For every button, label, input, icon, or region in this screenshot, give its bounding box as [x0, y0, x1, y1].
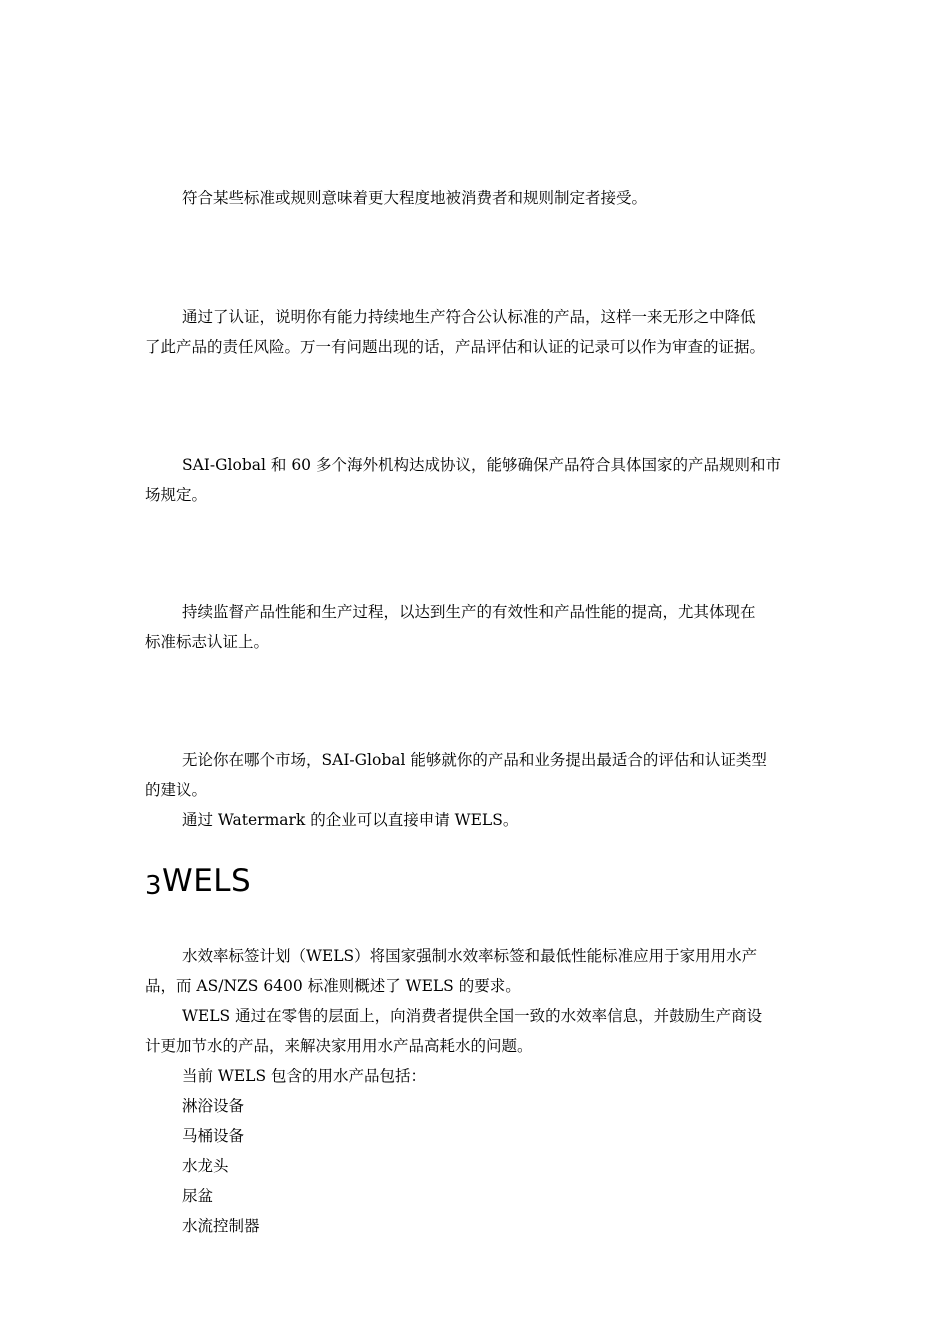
- list-item: 淋浴设备: [182, 1097, 245, 1115]
- paragraph-market-advice: [145, 745, 807, 835]
- paragraph-wels: [145, 941, 807, 1241]
- paragraph-acceptance: [145, 183, 807, 213]
- text-line: 的建议。: [145, 781, 208, 799]
- section-number: 3: [145, 871, 163, 901]
- paragraph-certification-risk: [145, 302, 807, 362]
- list-item: 尿盆: [182, 1187, 214, 1205]
- text-line: 无论你在哪个市场，SAI-Global 能够就你的产品和业务提出最适合的评估和认证类型: [182, 751, 767, 769]
- text-line: 通过了认证，说明你有能力持续地生产符合公认标准的产品，这样一来无形之中降低: [182, 308, 756, 326]
- text-line: 水效率标签计划（WELS）将国家强制水效率标签和最低性能标准应用于家用用水产: [182, 947, 758, 965]
- text-line: 持续监督产品性能和生产过程，以达到生产的有效性和产品性能的提高，尤其体现在: [182, 603, 756, 621]
- text-line: 计更加节水的产品，来解决家用用水产品高耗水的问题。: [145, 1037, 533, 1055]
- text-line: WELS 通过在零售的层面上，向消费者提供全国一致的水效率信息，并鼓励生产商设: [182, 1007, 763, 1025]
- paragraph-sai-global-agreements: [145, 450, 807, 510]
- text-line: 符合某些标准或规则意味着更大程度地被消费者和规则制定者接受。: [182, 189, 648, 207]
- text-line: 标准标志认证上。: [145, 633, 270, 651]
- text-line: 场规定。: [145, 486, 208, 504]
- text-line: 品，而 AS/NZS 6400 标准则概述了 WELS 的要求。: [145, 977, 521, 995]
- list-item: 水流控制器: [182, 1217, 260, 1235]
- text-line: 通过 Watermark 的企业可以直接申请 WELS。: [182, 811, 519, 829]
- list-item: 马桶设备: [182, 1127, 245, 1145]
- paragraph-monitoring: [145, 597, 807, 657]
- text-line: SAI-Global 和 60 多个海外机构达成协议，能够确保产品符合具体国家的产品规则和市: [182, 456, 781, 474]
- section-heading: [145, 858, 251, 909]
- section-title: WELS: [162, 863, 252, 899]
- text-line: 当前 WELS 包含的用水产品包括：: [182, 1067, 427, 1085]
- list-item: 水龙头: [182, 1157, 229, 1175]
- text-line: 了此产品的责任风险。万一有问题出现的话，产品评估和认证的记录可以作为审查的证据。: [145, 338, 766, 356]
